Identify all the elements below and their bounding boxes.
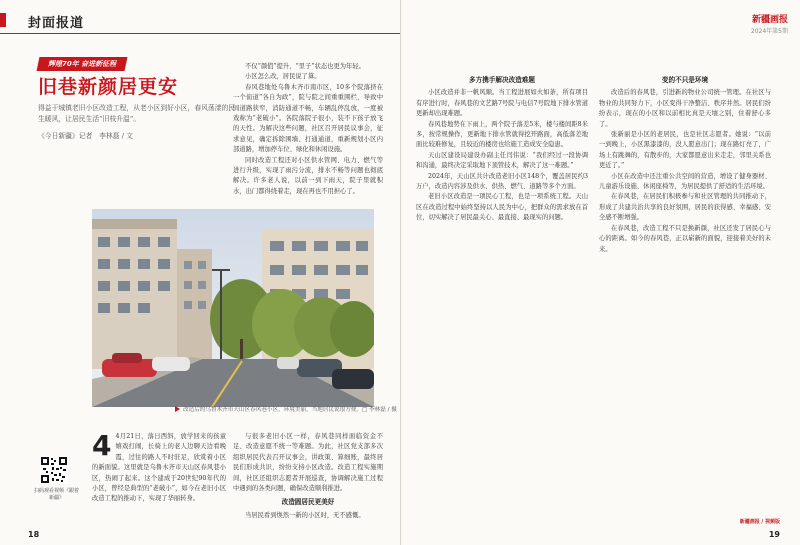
article-column-1 xyxy=(416,72,588,224)
paragraph: 春风巷地势在下雨上，两个院子落差5米，楼与楼间距8米多，按常规操作，更新地下排水管就得挖开路面，高低落差地面比较难修复，且较近的楼房也给施工造成安全隐患。 xyxy=(416,120,588,149)
subhead-1: 多方携手解决改造难题 xyxy=(469,76,535,84)
paragraph: 天山区建设局建设办副主任闫伟说：“我们经过一段协调和沟通，最终决定采取地下顶管技术，解决了这一难题。” xyxy=(416,151,588,170)
paragraph: 在春风巷，在居民们积极参与和社区管理的共同推动下，形成了共建共治共享的良好氛围，居民的获得感、幸福感、安全感不断增强。 xyxy=(599,193,771,222)
paragraph: 同时改造工程还对小区供水管网、电力、燃气等进行升级，实现了雨污分流，排水不畅等问题也彻底解决。许多老人说，以前一到下雨天，院子里就积水，出门都得绕着走，现在再也不用担心了。 xyxy=(233,156,383,195)
issue-label: 2024年第5期 xyxy=(750,28,788,35)
intro-text: 4月21日，落日西斜，放学回来的孩童嬉戏打闹，长椅上的老人边聊天边看晚霞，过往的路人不时驻足，欣赏着小区的新面貌。这里就是乌鲁木齐市天山区春风巷小区，热闹了起来。这个建成于20世纪90年代的小区，曾经是典型的“老破小”，如今在老旧小区改造工程的推动下，实现了华丽转身。 xyxy=(92,433,226,503)
paragraph: 在春风巷，改造工程不只是换新颜，社区还发了居民心与心的距离。如今的春风巷，正以崭新的面貌，迎接着美好的未来。 xyxy=(599,224,771,253)
paragraph: 小区怎么改，居民说了算。 xyxy=(245,73,321,81)
article-column-2 xyxy=(599,72,771,255)
page-number-right: 19 xyxy=(768,530,780,539)
paragraph: 春风巷地处乌鲁木齐市南市区，10多个院落挤在一个街道“各自为政”，院与院之间重重围栏，导致中间道路狭窄，消防通道不畅，车辆乱停乱放，一度被戏称为“老破小”。各院落院子很小，装不下孩子放飞的天性。为解决这些问题，社区召开居民议事会，征求意见，确定拆除围墙、打通通道，重新规划小区内部道路，增加停车位、绿化和休闲设施。 xyxy=(233,83,383,154)
header-rule xyxy=(0,33,400,34)
magazine-name: 新疆画报 xyxy=(751,15,788,25)
qr-caption: 扫码观看视频《跟着新疆》 xyxy=(34,488,80,501)
section-header: 封面报道 xyxy=(28,16,85,31)
article-title: 旧巷新颜居更安 xyxy=(38,76,179,98)
subhead-mid: 改造圆居民更美好 xyxy=(281,498,335,507)
article-column-mid-bottom xyxy=(233,432,383,521)
article-lead: 得益于城镇老旧小区改造工程，从老小区到好小区，春风荡漾的民生暖风，让居民生活“旧枝升温”。 xyxy=(38,104,236,123)
paragraph: 老旧小区改造是一项民心工程，也是一项系统工程。天山区在改造过程中始终坚持以人民为中心，把群众的需求放在首位，切实解决了居民最关心、最直接、最现实的问题。 xyxy=(416,193,588,222)
dropcap: 4 xyxy=(92,429,112,462)
paragraph: 改造后的春风巷，引进新的物业公司统一管理。在社区与物业的共同努力下，小区变得干净整洁、秩序井然。居民们纷纷表示，现在的小区和以前相比真是天壤之别，住着舒心多了。 xyxy=(599,89,771,128)
paragraph: 张新丽是小区的老居民，也是社区志愿者。她说：“以前一到晚上，小区黑漆漆的，没人愿意出门；现在路灯亮了，广场上有跳舞的，有散步的，大家都愿意出来走走，邻里关系也更近了。” xyxy=(599,131,771,170)
caption-text: 改造后的乌鲁木齐市天山区春风巷小区，环境美丽，当地居民说很方便。□ 李林磊 / 摄 xyxy=(183,407,397,413)
article-intro xyxy=(92,429,226,505)
paragraph: 小区改造并非一帆风顺。当工程进展如火如荼，所有项目有序进行时，春风巷的文艺路7号院与电信7号院地下排水管道更新却出现难题。 xyxy=(416,89,588,118)
subhead-2: 变的不只是环境 xyxy=(661,76,709,84)
section-marker xyxy=(0,13,6,27)
page-number-left: 18 xyxy=(28,530,40,539)
kicker-text: 辉煌70年 奋进新征程 xyxy=(48,60,117,68)
magazine-header xyxy=(751,12,788,35)
paragraph: 2024年，天山区共计改造老旧小区148个，覆盖居民约3万户，改造内容涉及供水、供热、燃气、道路等多个方面。 xyxy=(416,172,588,191)
caption-arrow-icon xyxy=(175,406,180,412)
footer-logo: 新疆画报 / 视频版 xyxy=(739,519,780,525)
right-page xyxy=(400,0,800,545)
paragraph: 不仅“颜值”提升，“里子”状态也更为年轻。 xyxy=(245,63,365,70)
street-photo xyxy=(92,209,374,407)
photo-caption xyxy=(175,405,397,413)
byline: 《今日新疆》记者 李林磊 / 文 xyxy=(38,132,133,140)
paragraph: 小区在改造中还注重公共空间的营造，增设了健身器材、儿童游乐设施、休闲座椅等，为居民提供了舒适的生活环境。 xyxy=(599,172,771,191)
qr-code-icon[interactable] xyxy=(40,456,68,484)
article-column-mid xyxy=(233,62,383,197)
kicker-banner xyxy=(37,57,128,71)
paragraph: 当居民看到焕然一新的小区时，无不感慨。 xyxy=(245,511,365,519)
paragraph: 与很多老旧小区一样，春风巷同样面临资金不足、改造意愿不统一等难题。为此，社区党支部多次组织居民代表召开议事会，讲政策、算细账，最终居民们形成共识，纷纷支持小区改造。改造工程实施期间，社区还组织志愿者开展巡查，协调解决施工过程中遇到的各类问题，确保改造顺利推进。 xyxy=(233,433,383,493)
